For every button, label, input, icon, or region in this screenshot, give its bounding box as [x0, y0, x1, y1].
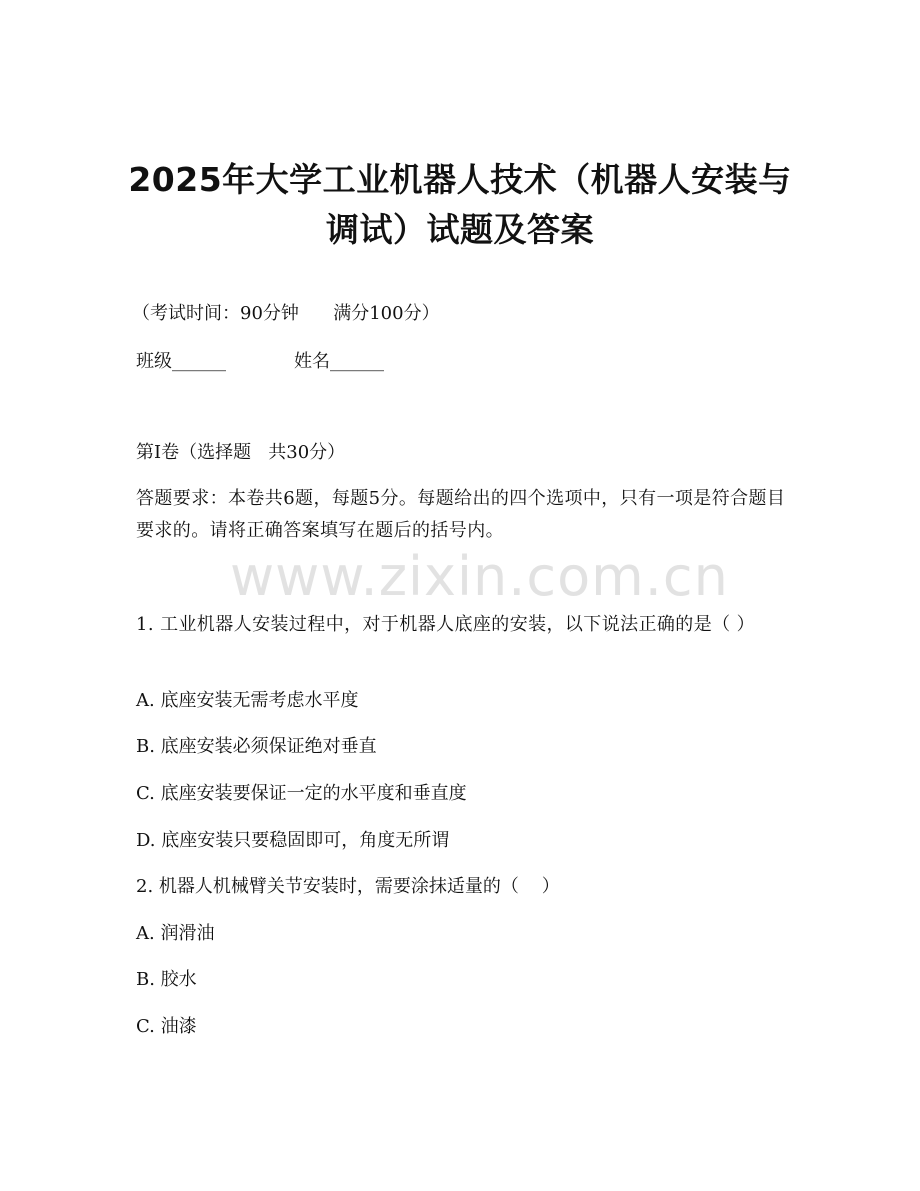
question-option: A. 底座安装无需考虑水平度: [136, 690, 359, 711]
section-title: 第I卷（选择题 共30分）: [136, 442, 346, 463]
question-stem: 2. 机器人机械臂关节安装时，需要涂抹适量的（ ）: [136, 876, 560, 897]
question-option: C. 底座安装要保证一定的水平度和垂直度: [136, 783, 467, 804]
name-field-label: 姓名______: [294, 351, 384, 372]
document-title-line-2: 调试）试题及答案: [326, 210, 594, 249]
question-stem: 1. 工业机器人安装过程中，对于机器人底座的安装，以下说法正确的是（ ）: [136, 614, 756, 635]
question-option: C. 油漆: [136, 1016, 197, 1037]
document-title-line-1: 2025年大学工业机器人技术（机器人安装与: [128, 160, 792, 199]
exam-info: （考试时间：90分钟 满分100分）: [132, 303, 440, 324]
answer-instructions: 答题要求：本卷共6题，每题5分。每题给出的四个选项中，只有一项是符合题目要求的。请将正确答案填写在题后的括号内。: [136, 488, 786, 541]
question-option: B. 胶水: [136, 969, 197, 990]
watermark: www.zixin.com.cn: [230, 545, 729, 608]
question-option: B. 底座安装必须保证绝对垂直: [136, 736, 377, 757]
question-option: A. 润滑油: [136, 923, 215, 944]
question-option: D. 底座安装只要稳固即可，角度无所谓: [136, 830, 450, 851]
class-field-label: 班级______: [136, 351, 226, 372]
